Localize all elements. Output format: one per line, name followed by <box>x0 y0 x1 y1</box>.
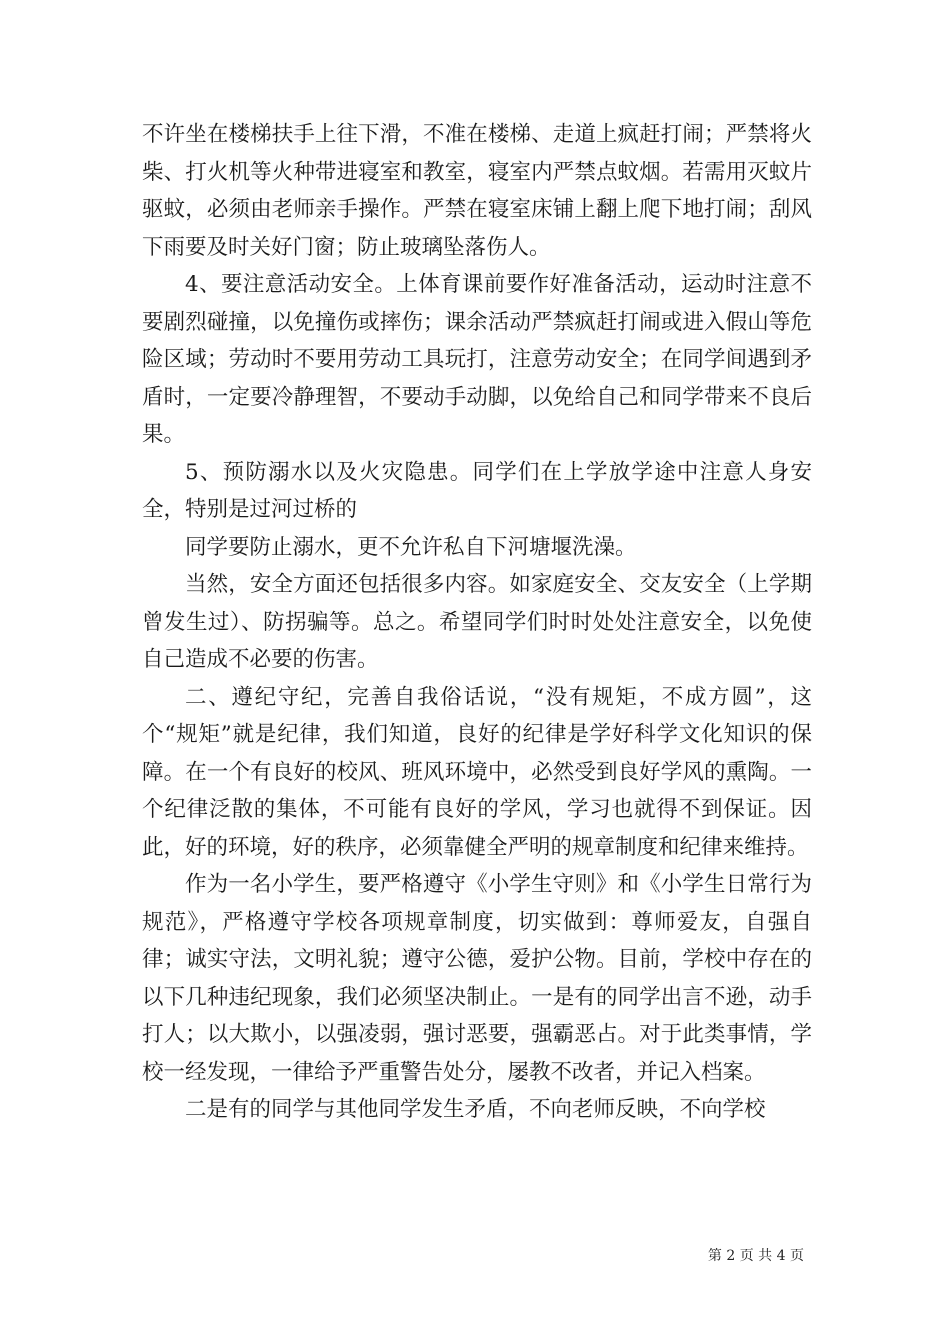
paragraph-5: 当然，安全方面还包括很多内容。如家庭安全、交友安全（上学期曾发生过）、防拐骗等。总之。希望同学们时时处处注意安全，以免使自己造成不必要的伤害。 <box>142 572 812 672</box>
paragraph-3: 5、预防溺水以及火灾隐患。同学们在上学放学途中注意人身安全，特别是过河过桥的 <box>142 459 812 522</box>
page-number: 第 2 页 共 4 页 <box>707 1248 804 1264</box>
body-text <box>142 116 812 1129</box>
paragraph-8: 二是有的同学与其他同学发生矛盾，不向老师反映，不向学校 <box>185 1097 766 1122</box>
paragraph-2: 4、要注意活动安全。上体育课前要作好准备活动，运动时注意不要剧烈碰撞，以免撞伤或摔伤；课余活动严禁疯赶打闹或进入假山等危险区域；劳动时不要用劳动工具玩打，注意劳动安全；在同学间遇到矛盾时，一定要冷静理智，不要动手动脚，以免给自己和同学带来不良后果。 <box>142 272 812 447</box>
paragraph-1: 不许坐在楼梯扶手上往下滑，不准在楼梯、走道上疯赶打闹；严禁将火柴、打火机等火种带进寝室和教室，寝室内严禁点蚊烟。若需用灭蚊片驱蚊，必须由老师亲手操作。严禁在寝室床铺上翻上爬下地打闹；刮风下雨要及时关好门窗；防止玻璃坠落伤人。 <box>142 122 812 260</box>
paragraph-4: 同学要防止溺水，更不允许私自下河塘堰洗澡。 <box>185 534 637 560</box>
paragraph-6: 二、遵纪守纪，完善自我俗话说，“没有规矩，不成方圆”，这个“规矩”就是纪律，我们知道，良好的纪律是学好科学文化知识的保障。在一个有良好的校风、班风环境中，必然受到良好学风的熏陶。一个纪律泛散的集体，不可能有良好的学风，学习也就得不到保证。因此，好的环境，好的秩序，必须靠健全严明的规章制度和纪律来维持。 <box>142 684 812 860</box>
paragraph-7: 作为一名小学生，要严格遵守《小学生守则》和《小学生日常行为规范》，严格遵守学校各项规章制度，切实做到：尊师爱友，自强自律；诚实守法，文明礼貌；遵守公德，爱护公物。目前，学校中存在的以下几种违纪现象，我们必须坚决制止。一是有的同学出言不逊，动手打人；以大欺小，以强凌弱，强讨恶要，强霸恶占。对于此类事情，学校一经发现，一律给予严重警告处分，屡教不改者，并记入档案。 <box>142 872 812 1085</box>
